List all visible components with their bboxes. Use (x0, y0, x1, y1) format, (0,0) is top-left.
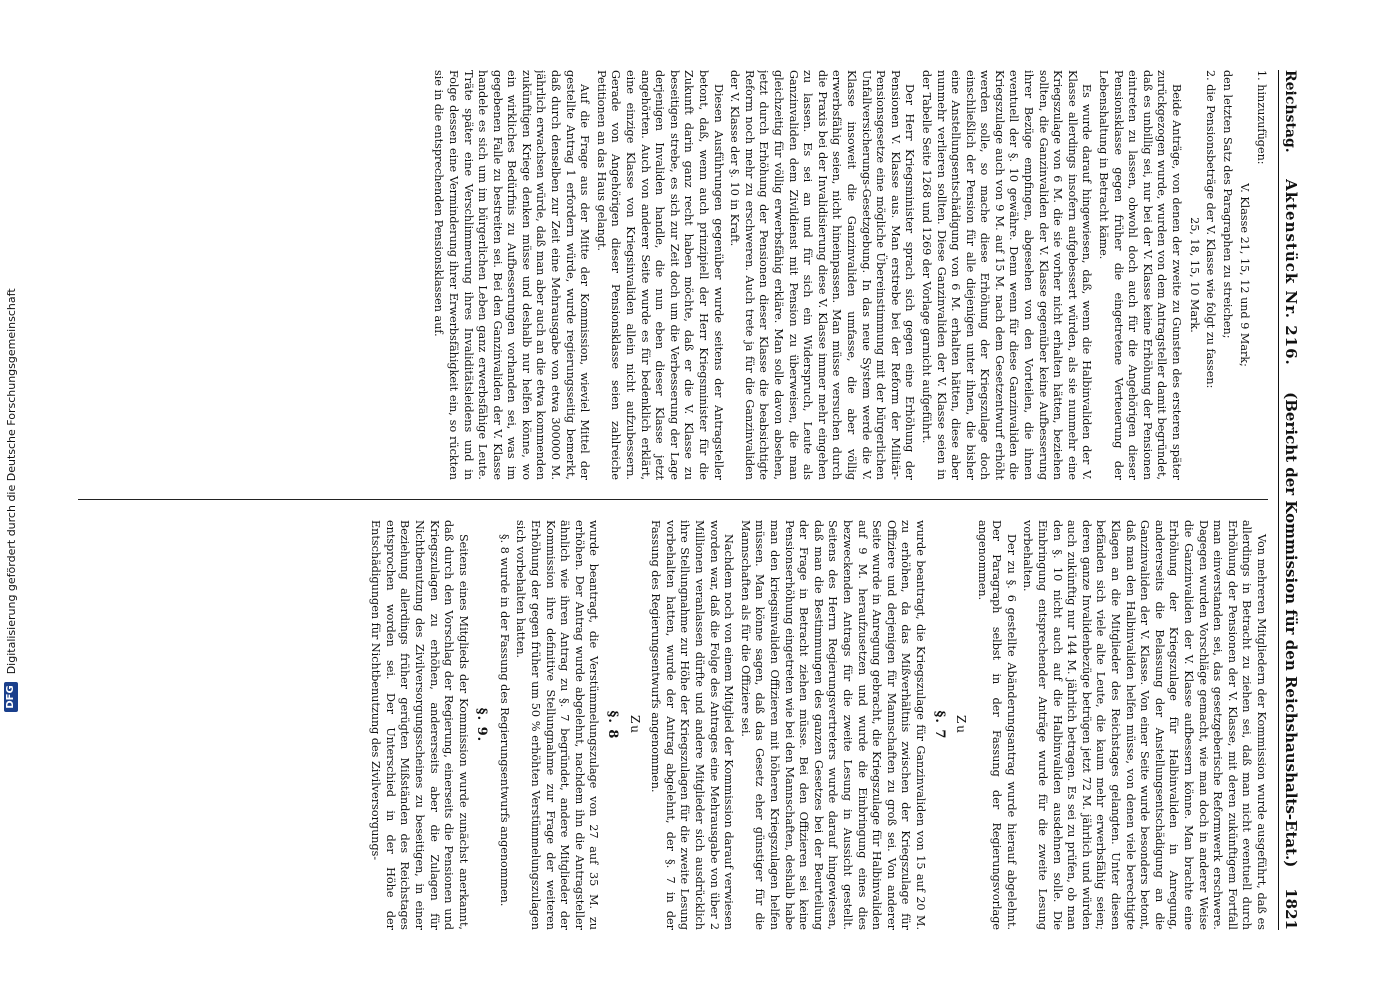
section-heading-9: §. 9. (474, 707, 490, 743)
list-item-2-text: die Pensionsbeträge der V. Klasse wie folgt zu fassen: (1204, 84, 1218, 389)
paragraph: Von mehreren Mitgliedern der Kommission wurde ausgeführt, daß es allerdings in Betracht zu ziehen sei, daß man nicht eventuell durch Erhöhung der Pensionen der V. Klasse, mit deren zukünftigem Fortfall man einverstanden sei, das gesetzgeberische Reformwerk erschwere. Dagegen wurden Vorschläge gemacht, wie man doch in anderer Weise die Ganzinvaliden der V. Klasse aufbessern könne. Man brachte eine Erhöhung der Kriegszulage für Halbinvaliden in Anregung, andererseits die Belassung der Anstellungsentschädigung an die Ganzinvaliden der V. Klasse. Von einer Seite wurde besonders betont, daß man den Halbinvaliden helfen müsse, von denen viele berechtigte Klagen an die Mitglieder des Reichstages gelangten. Unter diesen befänden sich viele alte Leute, die kaum mehr erwerbsfähig seien; deren ganze Invalidenbezüge betrügen jetzt 72 M. jährlich und würden auch zukünftig nur 144 M. jährlich betragen. Es sei zu prüfen, ob man den §. 10 nicht auch auf die Halbinvaliden ausdehnen solle. Die Einbringung entsprechender Anträge wurde für die zweite Lesung vorbehalten. (1021, 520, 1268, 930)
header-right-group (1282, 392, 1300, 930)
header-right: (Bericht der Kommission für den Reichshaushalts-Etat.) (1282, 392, 1300, 868)
list-item-2 (1203, 70, 1218, 480)
section-heading-7: §. 7 (931, 710, 947, 740)
paragraph: Der zu §. 6 gestellte Abänderungsantrag wurde hierauf abgelehnt. Der Paragraph selbst in der Fassung der Regierungsvorlage angenommen. (975, 520, 1018, 930)
paragraph: wurde beantragt, die Verstümmelungszulage von 27 auf 35 M. zu erhöhen. Der Antrag wurde abgelehnt, nachdem ihn die Antragsteller ähnlich wie ihren Antrag zu §. 7 begründet, andere Mitglieder der Kommission ihre definitive Stellungnahme zur Frage der weiteren Erhöhung der gegen früher um 50 % erhöhten Verstümmelungszulagen sich vorbehalten hatten. (514, 520, 601, 930)
paragraph: Es wurde darauf hingewiesen, daß, wenn die Halbinvaliden der V. Klasse allerdings insofern aufgebessert würden, als sie nunmehr eine Kriegszulage von 6 M. die sie vorher nicht erhalten hätten, beziehen sollten, die Ganzinvaliden der V. Klasse gegenüber keine Aufbesserung ihrer Bezüge empfingen, abgesehen von den Vorteilen, die ihnen eventuell der §. 10 gewähre. Denn wenn für diese Ganzinvaliden die Kriegszulage auch von 9 M. auf 15 M. nach dem Gesetzentwurf erhöht werden solle, so mache diese Erhöhung der Kriegszulage doch einschließlich der Pension für alle diejenigen unter ihnen, die bisher eine Anstellungsentschädigung von 6 M. erhalten hätten, diese aber nunmehr verlieren sollten. Diese Ganzinvaliden der V. Klasse seien in der Tabelle Seite 1268 und 1269 der Vorlage garnicht aufgeführt. (919, 70, 1094, 480)
column-right (72, 520, 1268, 930)
paragraph: Der Herr Kriegsminister sprach sich gegen eine Erhöhung der Pensionen V. Klasse aus. Man erstrebe bei der Reform der Militär-Pensionsgesetze eine mögliche Übereinstimmung mit der bürgerlichen Unfallversicherungs-Gesetzgebung. In das neue System werde die V. Klasse insoweit die Ganzinvaliden umfasse, die aber völlig erwerbsfähig seien, nicht hineinpassen. Man müsse versuchen durch die Praxis bei der Invalidisierung diese V. Klasse immer mehr eingehen zu lassen. Es sei an und für sich ein Widerspruch, Leute als Ganzinvaliden dem Zivildienst mit Pension zu überweisen, die man gleichzeitig für völlig erwerbsfähig erkläre. Man solle davon absehen, jetzt durch Erhöhung der Pensionen dieser Klasse die beabsichtigte Reform noch mehr zu erschweren. Auch trete ja für die Ganzinvaliden der V. Klasse der §. 10 in Kraft. (728, 70, 917, 480)
paragraph: Beide Anträge, von denen der zweite zu Gunsten des ersteren später zurückgezogen wurde, wurden von dem Antragsteller damit begründet, daß es unbillig sei, nur bei der V. Klasse keine Erhöhung der Pensionen eintreten zu lassen, obwohl doch auch für die Angehörigen dieser Pensionsklasse gegen früher die eingetretene Verteuerung der Lebenshaltung in Betracht käme. (1097, 70, 1184, 480)
dfg-logo: DFG (4, 682, 18, 711)
list-item-1 (1253, 70, 1268, 480)
list-item-1-values: V. Klasse 21, 15, 12 und 9 Mark; (1238, 183, 1252, 367)
running-header (1278, 70, 1312, 930)
paragraph: Nachdem noch von einem Mitglied der Kommission darauf verwiesen worden war, daß die Folge des Antrages eine Mehrausgabe von über 2 Millionen veranlassen dürfte und andere Mitglieder sich ausdrücklich ihre Stellungnahme zur Höhe der Kriegszulagen für die zweite Lesung vorbehalten hatten, wurde der Antrag abgelehnt, der §. 7 in der Fassung des Regierungsentwurfs angenommen. (649, 520, 736, 930)
column-left (72, 70, 1268, 480)
list-item-1-label: 1. (1255, 70, 1268, 81)
column-divider (78, 499, 1268, 500)
paragraph: Seitens eines Mitglieds der Kommission wurde zunächst anerkannt, daß durch den Vorschlag der Regierung, einerseits die Pensionen und Kriegszulagen zu erhöhen, andererseits aber die Zulagen für Nichtbenutzung des Zivilversorgungsscheines zu beseitigen, in einer Beziehung allerdings früher gerügten Mißständen des Reichstages entsprochen worden sei. Der Unterschied in der Höhe der Entschädigungen für Nichtbenutzung des Zivilversorgungs- (369, 520, 470, 930)
section-heading-8: §. 8 (605, 710, 621, 740)
list-item-2-label: 2. (1204, 70, 1218, 81)
paragraph: Diesen Ausführungen gegenüber wurde seitens der Antragsteller betont, daß, wenn auch prinzipiell der Herr Kriegsminister für die Zukunft darin ganz recht haben möchte, daß er die V. Klasse zu beseitigen strebe, es sich zur Zeit doch um die Verbesserung der Lage derjenigen Invaliden handle, die nun eben dieser Klasse jetzt angehörten. Auch von anderer Seite wurde es für bedenklich erklärt, eine einzige Klasse von Kriegsinvaliden allein nicht aufzubessern. Gerade von Angehörigen dieser Pensionsklasse seien zahlreiche Petitionen an das Haus gelangt. (594, 70, 725, 480)
paragraph: Auf die Frage aus der Mitte der Kommission, wieviel Mittel der gestellte Antrag 1 erfordern würde, wurde regierungsseitig bemerkt, daß durch denselben zur Zeit eine Mehrausgabe von etwa 300000 M. jährlich erwachsen würde, daß man aber auch an die etwa kommenden zukünftigen Kriege denken müsse und deshalb nur helfen könne, wo ein wirkliches Bedürfnis zu Aufbesserungen vorhanden sei, was im gegebenen Falle zu bestreiten sei. Bei den Ganzinvaliden der V. Klasse handele es sich um im bürgerlichen Leben ganz erwerbsfähige Leute. Träte später eine Verschlimmerung ihres Invaliditätsleidens und in Folge dessen eine Verminderung ihrer Erwerbsfähigkeit ein, so rückten sie in die entsprechenden Pensionsklassen auf. (432, 70, 592, 480)
paragraph: wurde beantragt, die Kriegszulage für Ganzinvaliden von 15 auf 20 M. zu erhöhen, da das Mißverhältnis zwischen der Kriegszulage für Offiziere und derjenigen für Mannschaften zu groß sei. Von anderer Seite wurde in Anregung gebracht, die Kriegszulage für Halbinvaliden auf 9 M. heraufzusetzen und wurde die Einbringung eines dies bezweckenden Antrags für die zweite Lesung in Aussicht gestellt. Seitens des Herrn Regierungsvertreters wurde darauf hingewiesen, daß man die Bestimmungen des ganzen Gesetzes bei der Beurteilung der Frage in Betracht ziehen müsse. Bei den Offizieren sei keine Pensionserhöhung eingetreten wie bei den Mannschaften, deshalb habe man den kriegsinvaliden Offizieren mit höheren Kriegszulagen helfen müssen. Man könne sagen, daß das Gesetz eher günstiger für die Mannschaften als für die Offiziere sei. (738, 520, 927, 930)
section-intro: Zu (627, 714, 642, 736)
rotated-document-page (62, 70, 1312, 930)
list-item-1-text: hinzuzufügen: (1255, 84, 1268, 165)
paragraph: §. 8 wurde in der Fassung des Regierungsentwurfs angenommen. (497, 534, 511, 907)
header-left: Reichstag. (1282, 70, 1298, 153)
page-number: 1821 (1282, 888, 1300, 930)
credit-text: Digitalisierung gefördert durch die Deutsche Forschungsgemeinschaft (4, 288, 18, 675)
header-center: Aktenstück Nr. 216. (1282, 179, 1300, 366)
credit-strip (0, 0, 22, 1000)
section-intro: Zu (954, 714, 969, 736)
list-item-2-values: 25, 18, 15, 10 Mark. (1187, 217, 1201, 333)
list-item-1b: den letzten Satz des Paragraphen zu streichen; (1220, 70, 1234, 339)
